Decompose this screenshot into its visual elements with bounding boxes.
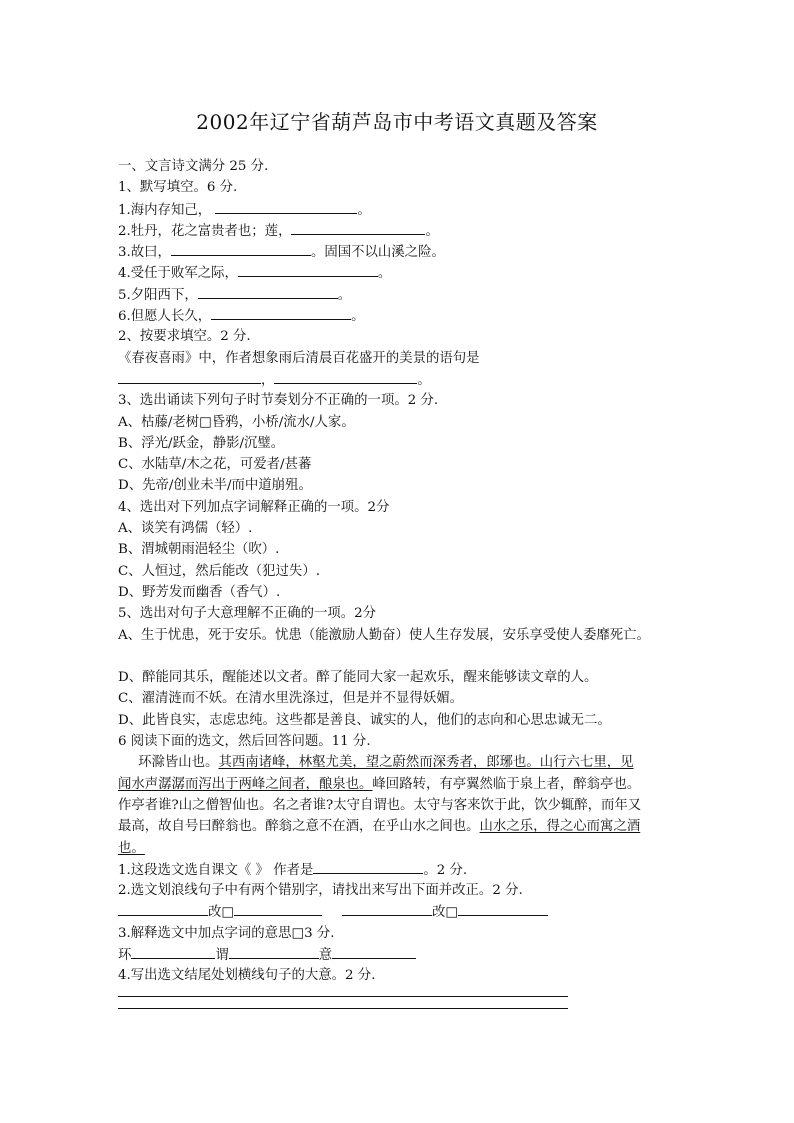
answer-blank[interactable] [274,369,417,384]
answer-blank[interactable] [313,859,423,874]
answer-blank[interactable] [211,305,351,320]
answer-blank[interactable] [234,901,322,916]
separator: ， [261,372,275,388]
item-text: 3.故曰， [118,245,171,261]
item-text-end: 。 [357,202,371,218]
part-heading: 一、文言诗文满分 25 分. [118,159,269,174]
passage-text: 峰回路转，有亭翼然临于泉上者，醉翁亭也。 [372,776,641,792]
item-text-end: 。 [417,372,431,388]
item-text-end: 。2 分. [423,862,468,878]
fill-item-1 [118,199,678,220]
fill-item-4 [118,262,678,283]
passage-line-5 [118,838,678,859]
question-2-blanks [118,369,678,390]
question-5-heading: 5、选出对句子大意理解不正确的一项。2分 [118,606,377,622]
answer-blank[interactable] [332,944,416,959]
answer-rule-line[interactable] [118,996,568,997]
question-2-heading: 2、按要求填空。2 分. [118,329,251,345]
question-2-text: 《春夜喜雨》中，作者想象雨后清晨百花盛开的美景的语句是 [118,350,480,366]
item-text-end: 。 [425,223,439,239]
answer-blank[interactable] [171,241,311,256]
sub-question-1 [118,859,678,880]
item-text: 4.受任于败军之际， [118,266,238,282]
question-6-heading: 6 阅读下面的选文，然后回答问题。11 分. [118,734,371,750]
question-4-heading: 4、选出对下列加点字词解释正确的一项。2分 [118,499,390,515]
change-label: 改□ [208,905,235,921]
answer-blank[interactable] [198,284,338,299]
option-b: B、渭城朝雨浥轻尘（吹）. [118,542,280,558]
fill-item-2 [118,220,678,241]
sub-question-3: 3.解释选文中加点字词的意思□3 分. [118,925,335,941]
option-c: C、水陆草/木之花，可爱者/甚蕃 [118,457,312,473]
passage-line-2 [118,774,678,795]
item-text: 1.海内存知己， [118,202,212,218]
answer-blank[interactable] [118,901,208,916]
correction-line [118,901,678,922]
underlined-text: 闻水声潺潺而泻出于两峰之间者，酿泉也。 [118,776,373,792]
item-text: 1.这段选文选自课文《 》 作者是 [118,862,314,878]
item-text-end: 。固国不以山溪之险。 [310,245,445,261]
option-c: C、濯清涟而不妖。在清水里洗涤过，但是并不显得妖媚。 [118,691,464,707]
option-a: A、生于忧患，死于安乐。忧患（能激励人勤奋）使人生存发展，安乐享受使人委靡死亡。 [118,627,650,643]
answer-rule-line[interactable] [118,1008,568,1009]
answer-blank[interactable] [229,944,319,959]
fill-item-3 [118,241,678,262]
passage-line-1 [118,752,678,773]
answer-blank[interactable] [238,262,378,277]
option-d: D、先帝/创业未半/而中道崩殂。 [118,478,312,494]
sub-question-4: 4.写出选文结尾处划横线句子的大意。2 分. [118,968,376,984]
word-meaning-line [118,944,678,965]
item-text-end: 。 [351,309,365,325]
item-text: 2.牡丹，花之富贵者也；莲， [118,223,292,239]
answer-blank[interactable] [291,220,425,235]
underlined-text: 也。 [118,840,145,856]
option-d: D、野芳发而幽香（香气）. [118,584,281,600]
question-3-heading: 3、选出诵读下列句子时节奏划分不正确的一项。2 分. [118,393,439,409]
option-a: A、枯藤/老树□昏鸦，小桥/流水/人家。 [118,414,355,430]
answer-blank[interactable] [118,369,261,384]
fill-item-5 [118,284,678,305]
item-text-end: 。 [377,266,392,282]
option-b: B、浮光/跃金，静影/沉璧。 [118,435,285,451]
question-1-heading: 1、默写填空。6 分. [118,180,238,196]
passage-line-4 [118,816,678,837]
underlined-text: 山水之乐，得之心而寓之酒 [479,819,641,835]
item-text-end: 。 [337,287,352,303]
item-text: 6.但愿人长久， [118,309,212,325]
option-a: A、谈笑有鸿儒（轻）. [118,521,253,537]
fill-item-6 [118,305,678,326]
answer-blank[interactable] [458,901,548,916]
option-d-first: D、醉能同其乐，醒能述以文者。醉了能同大家一起欢乐，醒来能够读文章的人。 [118,670,598,686]
answer-blank[interactable] [131,944,215,959]
item-text: 5.夕阳西下， [118,287,198,303]
sub-question-2: 2.选文划浪线句子中有两个错别字，请找出来写出下面并改正。2 分. [118,883,523,899]
passage-text: 最高，故自号曰醉翁也。醉翁之意不在酒，在乎山水之间也。 [118,819,480,835]
exam-content [118,156,678,1020]
answer-blank[interactable] [342,901,432,916]
word-label: 意 [318,947,333,963]
word-label: 环 [118,947,132,963]
answer-blank[interactable] [215,199,357,214]
change-label: 改□ [432,905,459,921]
passage-line-3: 作亭者谁?山之僧智仙也。名之者谁?太守自谓也。太守与客来饮于此，饮少辄醉，而年又 [118,797,642,813]
word-label: 谓 [215,947,229,963]
passage-text: 环滁皆山也。 [138,755,219,771]
option-d: D、此皆良实，志虑忠纯。这些都是善良、诚实的人，他们的志向和心思忠诚无二。 [118,712,611,728]
option-c: C、人恒过，然后能改（犯过失）. [118,563,320,579]
page-title: 2002年辽宁省葫芦岛市中考语文真题及答案 [196,110,598,134]
underlined-text: 其西南诸峰，林壑尤美，望之蔚然而深秀者，郎琊也。山行六七里，见 [218,755,634,771]
blank-line [118,646,678,667]
